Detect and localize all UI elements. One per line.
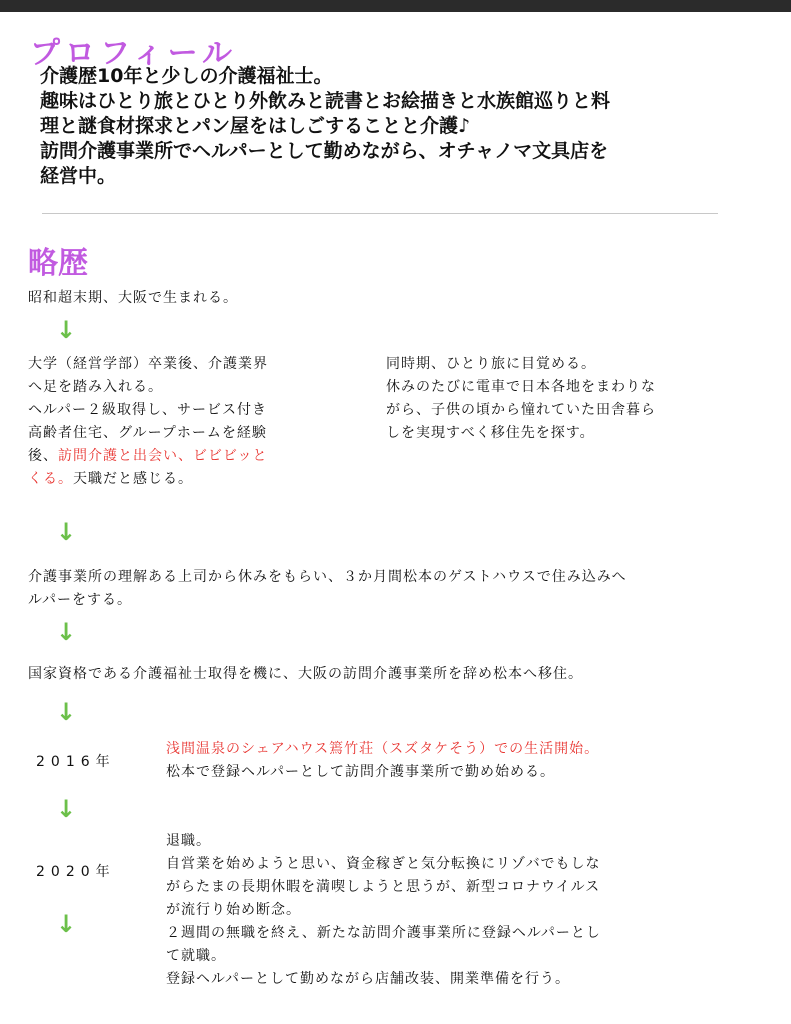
travel-line: 同時期、ひとり旅に目覚める。 [386, 356, 596, 372]
event-2020 [166, 830, 601, 991]
highlight-text: 浅間温泉のシェアハウス篶竹荘（スズタケそう）での生活開始。 [166, 741, 600, 757]
top-bar [0, 0, 791, 12]
event-line: て就職。 [166, 948, 226, 964]
career-line: 大学（経営学部）卒業後、介護業界 [28, 356, 268, 372]
career-right [386, 353, 656, 445]
career-line [28, 468, 268, 491]
down-arrow-icon: ↓ [56, 795, 77, 823]
event-line: 退職。 [166, 833, 211, 849]
profile-line: 介護歴10年と少しの介護福祉士。 [40, 65, 333, 87]
down-arrow-icon: ↓ [56, 518, 77, 546]
move-text: 国家資格である介護福祉士取得を機に、大阪の訪問介護事業所を辞め松本へ移住。 [28, 666, 583, 682]
highlight-text: 訪問介護と出会い、ビビビッと [58, 448, 268, 464]
travel-line: がら、子供の頃から憧れていた田舎暮ら [386, 402, 656, 418]
career-left [28, 353, 268, 491]
year-2016: 2016年 [36, 754, 116, 770]
event-line: 松本で登録ヘルパーとして訪問介護事業所で勤め始める。 [166, 764, 556, 780]
career-line: 高齢者住宅、グループホームを経験 [28, 425, 267, 441]
guesthouse-line: ルパーをする。 [28, 592, 133, 608]
profile-line: 経営中。 [40, 165, 117, 187]
career-text: 後、 [28, 448, 58, 464]
career-line: ヘルパー２級取得し、サービス付き [28, 402, 268, 418]
profile-line: 理と謎食材探求とパン屋をはしごすることと介護♪ [40, 115, 471, 137]
event-line: が流行り始め断念。 [166, 902, 301, 918]
event-2016 [166, 738, 599, 784]
profile-line: 趣味はひとり旅とひとり外飲みと読書とお絵描きと水族館巡りと料 [40, 90, 611, 112]
guesthouse-text [28, 566, 626, 612]
career-line [28, 445, 268, 468]
travel-line: 休みのたびに電車で日本各地をまわりな [386, 379, 656, 395]
guesthouse-line: 介護事業所の理解ある上司から休みをもらい、３か月間松本のゲストハウスで住み込みへ [28, 569, 627, 585]
history-birth: 昭和超末期、大阪で生まれる。 [28, 290, 238, 306]
travel-line: しを実現すべく移住先を探す。 [386, 425, 595, 441]
down-arrow-icon: ↓ [56, 698, 77, 726]
down-arrow-icon: ↓ [56, 316, 77, 344]
profile-heading: プロフィール [30, 36, 237, 71]
event-line: ２週間の無職を終え、新たな訪問介護事業所に登録ヘルパーとし [166, 925, 601, 941]
highlight-text: くる。 [28, 471, 73, 487]
down-arrow-icon: ↓ [56, 618, 77, 646]
event-line: 自営業を始めようと思い、資金稼ぎと気分転換にリゾバでもしな [166, 856, 601, 872]
career-text: 天職だと感じる。 [73, 471, 193, 487]
down-arrow-icon: ↓ [56, 910, 77, 938]
event-line: 登録ヘルパーとして勤めながら店舗改装、開業準備を行う。 [166, 971, 571, 987]
profile-text [40, 64, 730, 189]
year-2020: 2020年 [36, 864, 116, 880]
profile-line: 訪問介護事業所でヘルパーとして勤めながら、オチャノマ文具店を [40, 140, 609, 162]
event-line: がらたまの長期休暇を満喫しようと思うが、新型コロナウイルス [166, 879, 601, 895]
section-divider [42, 213, 718, 214]
history-heading: 略歴 [28, 246, 88, 281]
career-line: へ足を踏み入れる。 [28, 379, 163, 395]
